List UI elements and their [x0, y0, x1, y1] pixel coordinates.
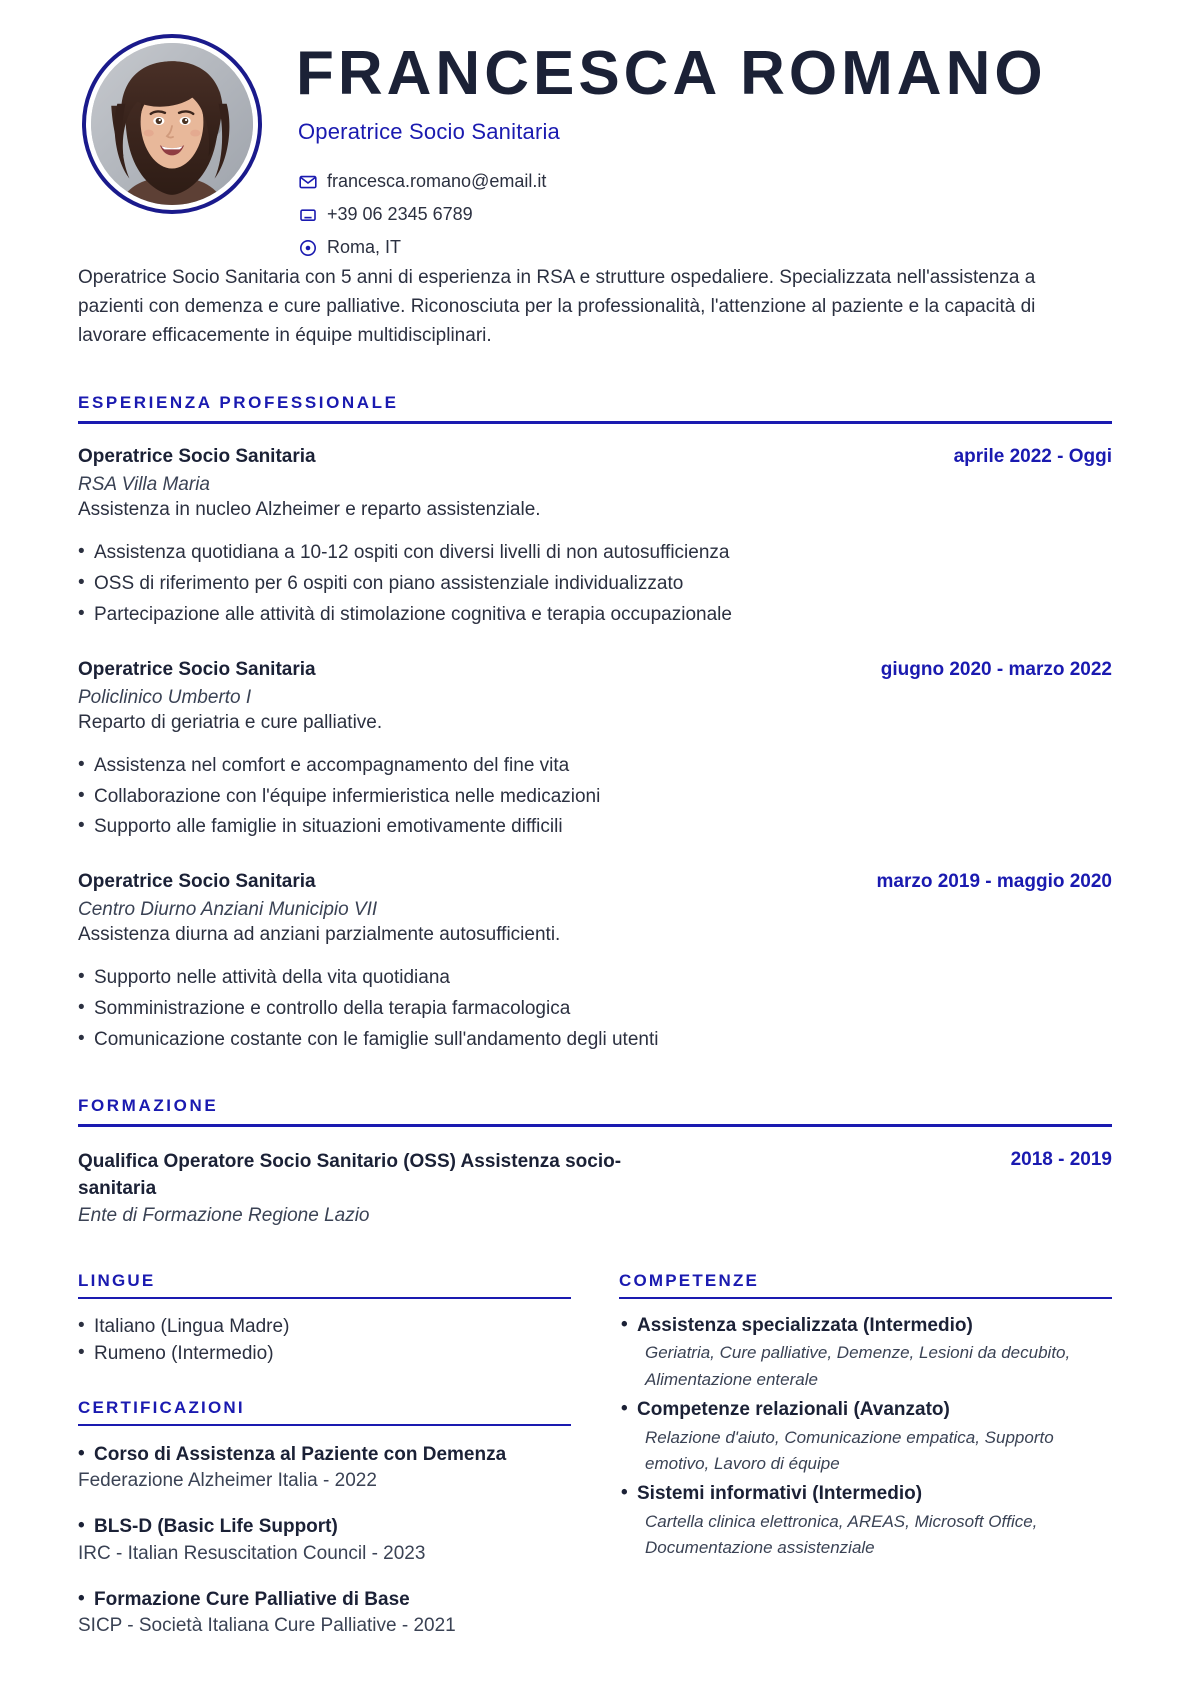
- section-title-education: FORMAZIONE: [78, 1096, 219, 1116]
- section-divider: [78, 421, 1112, 424]
- section-education: [78, 1096, 1112, 1226]
- certification-item: [78, 1587, 571, 1638]
- certification-issuer: Federazione Alzheimer Italia - 2022: [78, 1470, 377, 1492]
- certification-name: • BLS-D (Basic Life Support): [78, 1514, 571, 1540]
- section-title-languages: LINGUE: [78, 1270, 156, 1290]
- experience-job-organization: RSA Villa Maria: [78, 473, 210, 495]
- list-item: • Assistenza quotidiana a 10-12 ospiti con diversi livelli di non autosufficienza: [78, 540, 1112, 567]
- section-certifications: [78, 1398, 571, 1638]
- education-item-header: [78, 1149, 1112, 1201]
- avatar-ring: [82, 34, 262, 214]
- skill-item: [619, 1313, 1112, 1393]
- contact-location-value: Roma, IT: [327, 237, 402, 258]
- left-column: [78, 1271, 571, 1638]
- avatar-photo: [91, 43, 253, 205]
- experience-job-description: Reparto di geriatria e cure palliative.: [78, 711, 383, 733]
- experience-item: [78, 871, 1112, 1054]
- experience-job-bullets: [78, 753, 1112, 842]
- section-experience: [78, 393, 1112, 1055]
- experience-job-organization: Policlinico Umberto I: [78, 686, 252, 708]
- section-divider: [78, 1297, 571, 1299]
- section-languages: [78, 1271, 571, 1368]
- experience-job-date: aprile 2022 - Oggi: [953, 445, 1112, 467]
- section-divider: [619, 1297, 1112, 1299]
- certification-name: • Corso di Assistenza al Paziente con Demenza: [78, 1442, 571, 1468]
- list-item: • Rumeno (Intermedio): [78, 1340, 571, 1367]
- skill-item: [619, 1397, 1112, 1477]
- resume-header: [78, 20, 1112, 272]
- experience-job-bullets: [78, 965, 1112, 1054]
- skill-detail: Cartella clinica elettronica, AREAS, Microsoft Office, Documentazione assistenziale: [645, 1511, 1038, 1558]
- list-item: • OSS di riferimento per 6 ospiti con piano assistenziale individualizzato: [78, 571, 1112, 598]
- envelope-icon: [298, 172, 318, 192]
- certification-issuer: SICP - Società Italiana Cure Palliative - 2021: [78, 1615, 456, 1637]
- section-title-experience: ESPERIENZA PROFESSIONALE: [78, 392, 399, 412]
- bottom-columns: [78, 1271, 1112, 1638]
- experience-job-date: giugno 2020 - marzo 2022: [880, 658, 1112, 680]
- experience-job-title: Operatrice Socio Sanitaria: [78, 658, 316, 680]
- list-item: • Comunicazione costante con le famiglie sull'andamento degli utenti: [78, 1027, 1112, 1054]
- experience-job-bullets: [78, 540, 1112, 629]
- list-item: • Supporto nelle attività della vita quotidiana: [78, 965, 1112, 992]
- experience-job-title: Operatrice Socio Sanitaria: [78, 871, 316, 893]
- list-item: • Assistenza nel comfort e accompagnamento del fine vita: [78, 753, 1112, 780]
- list-item: • Supporto alle famiglie in situazioni emotivamente difficili: [78, 814, 1112, 841]
- section-divider: [78, 1424, 571, 1426]
- contact-list: [298, 171, 1112, 258]
- education-date: 2018 - 2019: [1010, 1149, 1112, 1171]
- contact-email[interactable]: [298, 171, 1112, 192]
- experience-item-header: [78, 446, 1112, 468]
- right-column: [619, 1271, 1112, 1638]
- section-title-certifications: CERTIFICAZIONI: [78, 1397, 245, 1417]
- education-institution: Ente di Formazione Regione Lazio: [78, 1204, 370, 1226]
- list-item: • Partecipazione alle attività di stimolazione cognitiva e terapia occupazionale: [78, 602, 1112, 629]
- experience-job-date: marzo 2019 - maggio 2020: [876, 871, 1112, 893]
- list-item: • Somministrazione e controllo della terapia farmacologica: [78, 996, 1112, 1023]
- certification-item: [78, 1514, 571, 1565]
- experience-item-header: [78, 659, 1112, 681]
- section-skills: [619, 1271, 1112, 1562]
- contact-phone[interactable]: [298, 204, 1112, 225]
- skill-detail: Geriatria, Cure palliative, Demenze, Lesioni da decubito, Alimentazione enterale: [645, 1343, 1071, 1389]
- header-text-block: [298, 20, 1112, 270]
- education-item: [78, 1149, 1112, 1226]
- skill-item: [619, 1481, 1112, 1561]
- experience-item: [78, 659, 1112, 842]
- professional-summary: Operatrice Socio Sanitaria con 5 anni di esperienza in RSA e strutture ospedaliere. Specializzata nell'assistenza a pazienti con demenza e cure palliative. Riconosciuta per la professionalità, l'attenzione al paziente e la capacità di lavorare efficacemente in équipe multidisciplinari.: [78, 267, 1036, 346]
- section-divider: [78, 1124, 1112, 1127]
- skill-name: • Assistenza specializzata (Intermedio): [619, 1313, 1112, 1340]
- contact-phone-value: +39 06 2345 6789: [327, 204, 473, 225]
- page-title: FRANCESCA ROMANO: [296, 39, 1047, 108]
- location-pin-icon: [298, 238, 318, 258]
- contact-location[interactable]: [298, 237, 1112, 258]
- experience-job-description: Assistenza diurna ad anziani parzialmente autosufficienti.: [78, 924, 561, 946]
- certification-item: [78, 1442, 571, 1493]
- skill-detail: Relazione d'aiuto, Comunicazione empatica, Supporto emotivo, Lavoro di équipe: [645, 1427, 1054, 1473]
- phone-icon: [298, 205, 318, 225]
- language-list: [78, 1313, 571, 1368]
- certification-issuer: IRC - Italian Resuscitation Council - 2023: [78, 1542, 426, 1564]
- section-title-skills: COMPETENZE: [619, 1270, 760, 1290]
- certification-name: • Formazione Cure Palliative di Base: [78, 1587, 571, 1613]
- experience-item: [78, 446, 1112, 629]
- avatar: [82, 34, 262, 214]
- list-item: • Italiano (Lingua Madre): [78, 1313, 571, 1340]
- education-degree-title: Qualifica Operatore Socio Sanitario (OSS) Assistenza socio-sanitaria: [78, 1151, 622, 1199]
- skill-name: • Sistemi informativi (Intermedio): [619, 1481, 1112, 1508]
- experience-job-organization: Centro Diurno Anziani Municipio VII: [78, 899, 378, 921]
- experience-job-description: Assistenza in nucleo Alzheimer e reparto assistenziale.: [78, 498, 541, 520]
- experience-item-header: [78, 871, 1112, 893]
- experience-job-title: Operatrice Socio Sanitaria: [78, 445, 316, 467]
- skill-name: • Competenze relazionali (Avanzato): [619, 1397, 1112, 1424]
- list-item: • Collaborazione con l'équipe infermieristica nelle medicazioni: [78, 784, 1112, 811]
- job-role-subtitle: Operatrice Socio Sanitaria: [298, 119, 560, 145]
- contact-email-value: francesca.romano@email.it: [327, 171, 547, 192]
